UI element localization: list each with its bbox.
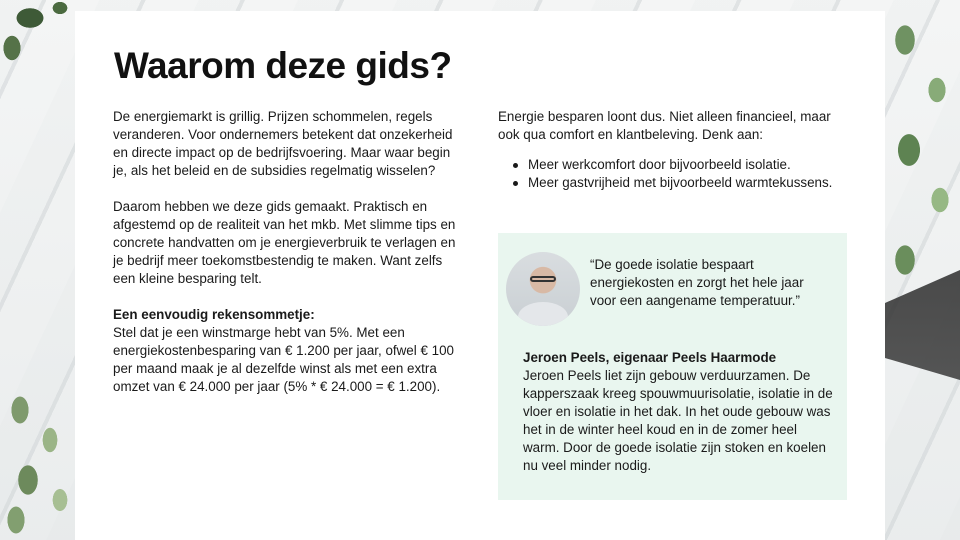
bullet-icon bbox=[513, 181, 518, 186]
intro-paragraph: De energiemarkt is grillig. Prijzen schommelen, regels veranderen. Voor ondernemers betekent dat onzekerheid en directe impact op de bedrijfsvoering. Maar waar begin je, als het beleid en de subsidies regelmatig wisselen? bbox=[113, 109, 453, 178]
list-item bbox=[498, 174, 846, 192]
calculation-heading: Een eenvoudig rekensommetje: bbox=[113, 307, 315, 322]
benefits-list bbox=[498, 156, 846, 192]
bullet-icon bbox=[513, 163, 518, 168]
testimonial-author: Jeroen Peels, eigenaar Peels Haarmode bbox=[523, 350, 777, 365]
left-column bbox=[113, 108, 458, 414]
avatar-glasses bbox=[530, 276, 556, 282]
avatar bbox=[506, 252, 580, 326]
plant-decoration bbox=[0, 0, 75, 70]
calculation-paragraph: Stel dat je een winstmarge hebt van 5%. Met een energiekostenbesparing van € 1.200 per jaar, ofwel € 100 per maand maak je al dezelfde winst als met een extra omzet van € 24.000 per jaar (5% * € 24.000 = € 1.200). bbox=[113, 325, 454, 394]
list-item-text: Meer werkcomfort door bijvoorbeeld isolatie. bbox=[528, 157, 791, 172]
benefits-intro: Energie besparen loont dus. Niet alleen financieel, maar ook qua comfort en klantbeleving. Denk aan: bbox=[498, 109, 831, 142]
right-column bbox=[498, 108, 846, 192]
plant-decoration bbox=[0, 370, 80, 540]
list-item bbox=[498, 156, 846, 174]
testimonial-story bbox=[523, 349, 833, 475]
testimonial-quote: “De goede isolatie bespaart energiekosten en zorgt het hele jaar voor een aangename temperatuur.” bbox=[590, 257, 804, 308]
page-title: Waarom deze gids? bbox=[114, 45, 452, 86]
testimonial-body: Jeroen Peels liet zijn gebouw verduurzamen. De kapperszaak kreeg spouwmuurisolatie, isolatie in de vloer en isolatie in het dak. In het oude gebouw was het in de winter heel koud en in de zomer heel warm. Door de goede isolatie zijn stoken en koelen nu veel minder nodig. bbox=[523, 368, 833, 473]
content-card bbox=[75, 11, 885, 540]
guide-paragraph: Daarom hebben we deze gids gemaakt. Praktisch en afgestemd op de realiteit van het mkb. Met slimme tips en concrete handvatten om je energieverbruik te verlagen en je bedrijf meer toekomstbestendig te maken. Want zelfs een kleine besparing telt. bbox=[113, 199, 456, 286]
list-item-text: Meer gastvrijheid met bijvoorbeeld warmtekussens. bbox=[528, 175, 833, 190]
avatar-shirt bbox=[518, 302, 568, 326]
testimonial-box bbox=[498, 233, 847, 500]
plant-decoration bbox=[885, 0, 960, 300]
